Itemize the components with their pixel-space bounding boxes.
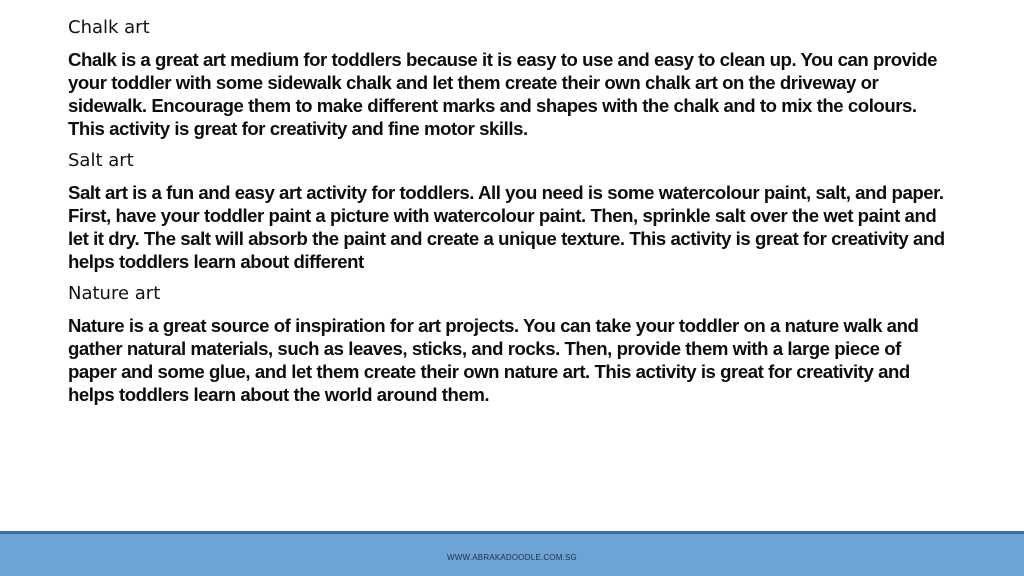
- section-heading: Salt art: [68, 150, 134, 171]
- section-nature-art: [68, 282, 948, 406]
- slide-content: [68, 16, 948, 415]
- section-heading: Nature art: [68, 283, 161, 304]
- section-heading: Chalk art: [68, 17, 150, 38]
- section-salt-art: [68, 149, 948, 273]
- footer-website-link[interactable]: WWW.ABRAKADOODLE.COM.SG: [447, 553, 577, 562]
- section-body: Nature is a great source of inspiration for art projects. You can take your toddler on a nature walk and gather natural materials, such as leaves, sticks, and rocks. Then, provide them with a large piece of paper and some glue, and let them create their own nature art. This activity is great for creativity and helps toddlers learn about the world around them.: [68, 315, 919, 405]
- section-body: Salt art is a fun and easy art activity for toddlers. All you need is some watercolour paint, salt, and paper. First, have your toddler paint a picture with watercolour paint. Then, sprinkle salt over the wet paint and let it dry. The salt will absorb the paint and create a unique texture. This activity is great for creativity and helps toddlers learn about different: [68, 182, 945, 272]
- section-chalk-art: [68, 16, 948, 140]
- section-body: Chalk is a great art medium for toddlers because it is easy to use and easy to clean up. You can provide your toddler with some sidewalk chalk and let them create their own chalk art on the driveway or sidewalk. Encourage them to make different marks and shapes with the chalk and to mix the colours. This activity is great for creativity and fine motor skills.: [68, 49, 938, 139]
